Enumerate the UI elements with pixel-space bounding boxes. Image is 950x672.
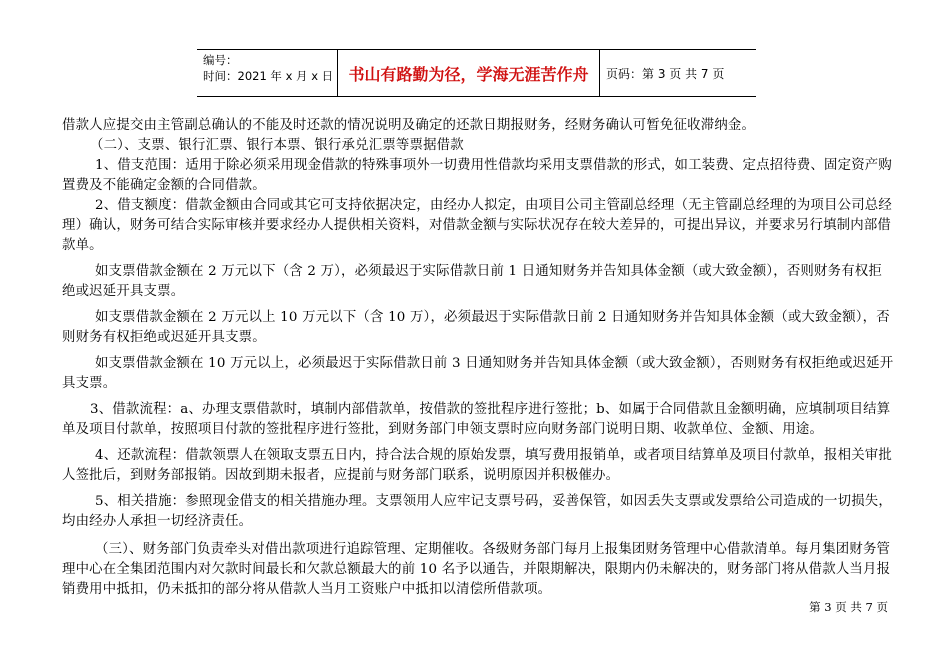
- paragraph: 1、借支范围：适用于除必须采用现金借款的特殊事项外一切费用性借款均采用支票借款的形式，如工装费、定点招待费、固定资产购置费及不能确定金额的合同借款。: [62, 158, 892, 193]
- page-footer: 第 3 页 共 7 页: [809, 600, 888, 614]
- section-paragraph: （三）、财务部门负责牵头对借出款项进行追踪管理、定期催收。各级财务部门每月上报集团财务管理中心借款清单。每月集团财务管理中心在全集团范围内对欠款时间最长和欠款总额最大的前 10 名予以通告，并限期解决，限期内仍未解决的，财务部门将从借款人当月报销费用中抵扣，仍未抵扣的部分将从借款人当月工资账户中抵扣以清偿所借款项。: [62, 542, 891, 597]
- header-meta: [197, 50, 338, 96]
- document-body: [62, 116, 894, 600]
- document-number-label: 编号：: [203, 53, 238, 67]
- paragraph: 3、借款流程：a、办理支票借款时，填制内部借款单，按借款的签批程序进行签批；b、如属于合同借款且金额明确，应填制项目结算单及项目付款单，按照项目付款的签批程序进行签批，到财务部门申领支票时应向财务部门说明日期、收款单位、金额、用途。: [62, 402, 891, 437]
- header-slogan: 书山有路勤为径，学海无涯苦作舟: [338, 50, 600, 96]
- paragraph: 如支票借款金额在 2 万元以下（含 2 万），必须最迟于实际借款日前 1 日通知财务并告知具体金额（或大致金额），否则财务有权拒绝或迟延开具支票。: [62, 264, 882, 299]
- header-page-number: 页码：第 3 页 共 7 页: [606, 66, 725, 81]
- paragraph: 5、相关措施：参照现金借支的相关措施办理。支票领用人应牢记支票号码，妥善保管，如因丢失支票或发票给公司造成的一切损失，均由经办人承担一切经济责任。: [62, 494, 892, 529]
- paragraph: 借款人应提交由主管副总确认的不能及时还款的情况说明及确定的还款日期报财务，经财务确认可暂免征收滞纳金。: [62, 118, 756, 133]
- section-heading: （二）、支票、银行汇票、银行本票、银行承兑汇票等票据借款: [90, 138, 464, 153]
- paragraph: 如支票借款金额在 10 万元以上，必须最迟于实际借款日前 3 日通知财务并告知具体金额（或大致金额），否则财务有权拒绝或迟延开具支票。: [62, 356, 894, 391]
- document-date-label: 时间：2021 年 x 月 x 日: [203, 69, 334, 83]
- paragraph: 4、还款流程：借款领票人在领取支票五日内，持合法合规的原始发票，填写费用报销单，或者项目结算单及项目付款单，报相关审批人签批后，到财务部报销。因故到期未报者，应提前与财务部门联系，说明原因并积极催办。: [62, 448, 892, 483]
- page-header: [197, 49, 756, 97]
- paragraph: 2、借支额度：借款金额由合同或其它可支持依据决定，由经办人拟定，由项目公司主管副总经理（无主管副总经理的为项目公司总经理）确认，财务可结合实际审核并要求经办人提供相关资料，对借款金额与实际状况存在较大差异的，可提出异议，并要求另行填制内部借款单。: [62, 198, 892, 253]
- paragraph: 如支票借款金额在 2 万元以上 10 万元以下（含 10 万），必须最迟于实际借款日前 2 日通知财务并告知具体金额（或大致金额），否则财务有权拒绝或迟延开具支票。: [62, 310, 890, 345]
